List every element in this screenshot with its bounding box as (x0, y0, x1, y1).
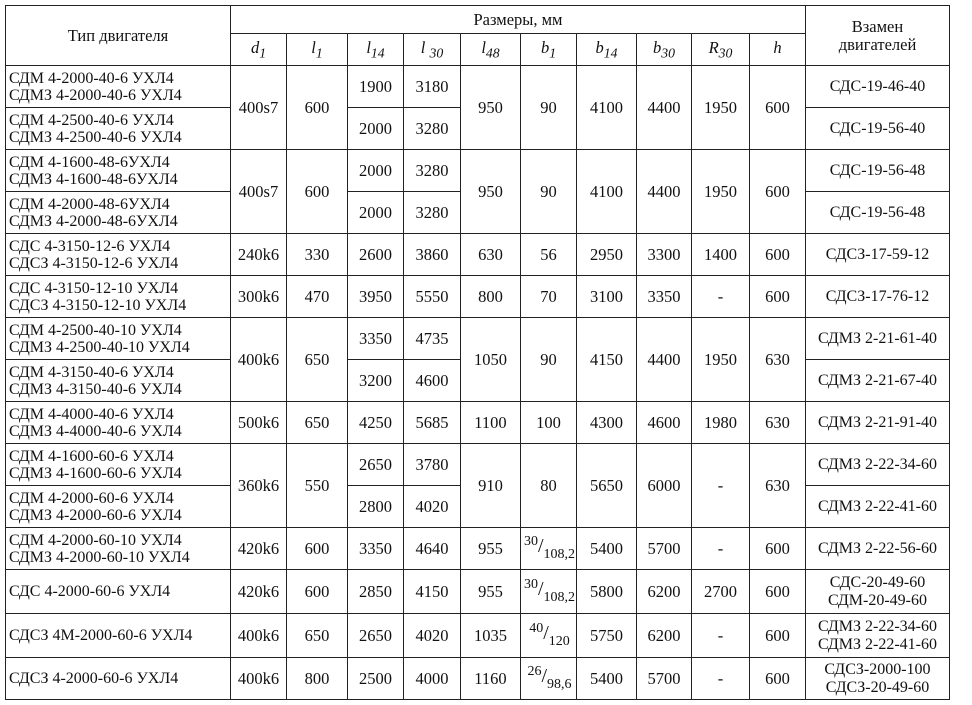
engine-type-cell (6, 402, 231, 444)
header-col (692, 34, 750, 66)
table-row (6, 614, 950, 658)
cell-d1: 420k6 (231, 570, 287, 614)
fraction-slash: / (537, 535, 544, 557)
header-col-subscript: 48 (485, 45, 500, 61)
replace-engine-line: СДМЗ 2-21-91-40 (817, 413, 937, 431)
cell-l48: 630 (461, 234, 521, 276)
cell-l48: 1050 (461, 318, 521, 402)
table-row (6, 276, 950, 318)
cell-l14: 2000 (348, 150, 404, 192)
cell-b30: 6200 (637, 570, 692, 614)
cell-d1: 500k6 (231, 402, 287, 444)
engine-type-line: СДСЗ 4-3150-12-10 УХЛ4 (9, 296, 187, 314)
header-col (348, 34, 404, 66)
b1-numerator: 40 (529, 621, 544, 636)
header-replace-line2: двигателей (838, 34, 917, 54)
replace-cell (806, 150, 950, 192)
table-row (6, 658, 950, 700)
cell-b1: 100 (521, 402, 577, 444)
fraction-slash: / (541, 665, 548, 687)
cell-d1: 240k6 (231, 234, 287, 276)
engine-type-line: СДМ 4-1600-48-6УХЛ4 (9, 153, 170, 171)
cell-l1: 600 (287, 150, 348, 234)
cell-d1: 400k6 (231, 614, 287, 658)
replace-cell (806, 402, 950, 444)
b1-denominator: 98,6 (547, 677, 572, 692)
engine-type-line: СДСЗ 4-3150-12-6 УХЛ4 (9, 254, 179, 272)
header-col-symbol: b (595, 37, 604, 57)
cell-b14: 5800 (577, 570, 637, 614)
engine-type-line: СДМЗ 4-1600-48-6УХЛ4 (9, 170, 178, 188)
engine-type-cell (6, 66, 231, 108)
engine-type-line: СДМЗ 4-4000-40-6 УХЛ4 (9, 422, 182, 440)
replace-engine-line: СДСЗ-17-76-12 (825, 287, 930, 305)
header-replace (806, 6, 950, 66)
engine-type-line: СДС 4-3150-12-10 УХЛ4 (9, 279, 179, 297)
cell-b30: 5700 (637, 528, 692, 570)
replace-engine-line: СДС-19-56-48 (829, 161, 926, 179)
cell-h: 600 (750, 528, 806, 570)
replace-cell (806, 108, 950, 150)
cell-h: 600 (750, 150, 806, 234)
replace-engine-line: СДСЗ-20-49-60 (825, 678, 930, 696)
replace-cell (806, 318, 950, 360)
engine-type-cell (6, 150, 231, 192)
header-col-symbol: b (653, 37, 662, 57)
cell-l14: 2000 (348, 108, 404, 150)
replace-cell (806, 192, 950, 234)
cell-r30: 1950 (692, 318, 750, 402)
engine-type-line: СДМ 4-2000-48-6УХЛ4 (9, 195, 170, 213)
engine-type-line: СДМ 4-2500-40-10 УХЛ4 (9, 321, 182, 339)
b1-numerator: 30 (523, 577, 538, 592)
cell-b1: 70 (521, 276, 577, 318)
cell-h: 600 (750, 234, 806, 276)
cell-b1 (521, 570, 577, 614)
cell-r30: 1950 (692, 66, 750, 150)
cell-b14: 5750 (577, 614, 637, 658)
engine-type-line: СДМЗ 4-2000-48-6УХЛ4 (9, 212, 178, 230)
engine-type-line: СДМЗ 4-2000-40-6 УХЛ4 (9, 86, 182, 104)
cell-l14: 2800 (348, 486, 404, 528)
cell-l30: 3280 (404, 150, 461, 192)
engine-type-cell (6, 360, 231, 402)
cell-l1: 650 (287, 614, 348, 658)
header-col-subscript: 30 (429, 45, 444, 61)
cell-l1: 600 (287, 570, 348, 614)
cell-b14: 5400 (577, 528, 637, 570)
header-col-symbol: R (708, 37, 719, 57)
replace-engine-line: СДМ-20-49-60 (828, 591, 927, 609)
engine-type-cell (6, 444, 231, 486)
cell-l48: 800 (461, 276, 521, 318)
cell-b14: 4300 (577, 402, 637, 444)
cell-l14: 2600 (348, 234, 404, 276)
header-col-symbol: h (773, 37, 782, 57)
header-col (637, 34, 692, 66)
cell-r30: 2700 (692, 570, 750, 614)
cell-b1: 90 (521, 66, 577, 150)
header-col-subscript: 30 (661, 45, 675, 61)
cell-h: 600 (750, 276, 806, 318)
table-row (6, 318, 950, 360)
cell-l30: 4000 (404, 658, 461, 700)
cell-b30: 4600 (637, 402, 692, 444)
replace-engine-line: СДМЗ 2-21-61-40 (817, 329, 937, 347)
cell-r30: - (692, 614, 750, 658)
replace-cell (806, 234, 950, 276)
cell-b30: 4400 (637, 150, 692, 234)
cell-l48: 955 (461, 570, 521, 614)
engine-type-cell (6, 192, 231, 234)
cell-b1: 90 (521, 150, 577, 234)
header-type: Тип двигателя (6, 6, 231, 66)
cell-b30: 3350 (637, 276, 692, 318)
cell-l14: 2000 (348, 192, 404, 234)
cell-b14: 4150 (577, 318, 637, 402)
engine-type-cell (6, 614, 231, 658)
cell-l1: 330 (287, 234, 348, 276)
cell-r30: - (692, 658, 750, 700)
cell-l30: 5685 (404, 402, 461, 444)
cell-l30: 4020 (404, 486, 461, 528)
engine-type-line: СДСЗ 4М-2000-60-6 УХЛ4 (9, 627, 193, 644)
b1-numerator: 26 (527, 664, 542, 679)
cell-l1: 550 (287, 444, 348, 528)
engine-type-line: СДМЗ 4-2500-40-6 УХЛ4 (9, 128, 182, 146)
cell-b14: 4100 (577, 150, 637, 234)
cell-l14: 2500 (348, 658, 404, 700)
cell-b30: 6200 (637, 614, 692, 658)
cell-b30: 4400 (637, 66, 692, 150)
cell-r30: 1950 (692, 150, 750, 234)
cell-h: 600 (750, 570, 806, 614)
cell-d1: 400s7 (231, 66, 287, 150)
cell-b14: 4100 (577, 66, 637, 150)
replace-cell (806, 658, 950, 700)
header-col (577, 34, 637, 66)
engine-type-cell (6, 318, 231, 360)
b1-fraction (529, 621, 570, 650)
header-col (231, 34, 287, 66)
cell-b1: 56 (521, 234, 577, 276)
cell-l14: 4250 (348, 402, 404, 444)
engine-type-cell (6, 276, 231, 318)
replace-engine-line: СДМЗ 2-22-41-60 (817, 497, 937, 515)
engine-type-cell (6, 528, 231, 570)
engine-type-line: СДМЗ 4-3150-40-6 УХЛ4 (9, 380, 182, 398)
cell-l14: 3950 (348, 276, 404, 318)
cell-l14: 2650 (348, 614, 404, 658)
table-row (6, 444, 950, 486)
dimensions-table (5, 5, 950, 700)
engine-type-line: СДС 4-2000-60-6 УХЛ4 (9, 583, 171, 600)
cell-l48: 910 (461, 444, 521, 528)
replace-engine-line: СДМЗ 2-22-34-60 (817, 617, 937, 635)
cell-l14: 2650 (348, 444, 404, 486)
cell-l30: 4735 (404, 318, 461, 360)
engine-type-line: СДМ 4-4000-40-6 УХЛ4 (9, 405, 174, 423)
cell-l30: 5550 (404, 276, 461, 318)
header-col-symbol: l (420, 37, 430, 57)
cell-l30: 4150 (404, 570, 461, 614)
cell-l48: 950 (461, 150, 521, 234)
table-row (6, 570, 950, 614)
cell-l14: 3350 (348, 528, 404, 570)
cell-b30: 4400 (637, 318, 692, 402)
cell-r30: - (692, 444, 750, 528)
cell-l48: 1035 (461, 614, 521, 658)
cell-l1: 650 (287, 318, 348, 402)
cell-l14: 3350 (348, 318, 404, 360)
cell-l48: 1160 (461, 658, 521, 700)
b1-denominator: 108,2 (543, 590, 576, 605)
cell-h: 630 (750, 444, 806, 528)
cell-d1: 300k6 (231, 276, 287, 318)
engine-type-line: СДМЗ 4-2000-60-10 УХЛ4 (9, 548, 190, 566)
header-col-symbol: l (311, 37, 316, 57)
engine-type-cell (6, 658, 231, 700)
replace-cell (806, 570, 950, 614)
replace-engine-line: СДС-19-56-48 (829, 203, 926, 221)
cell-b30: 6000 (637, 444, 692, 528)
cell-r30: - (692, 528, 750, 570)
replace-cell (806, 486, 950, 528)
cell-h: 600 (750, 658, 806, 700)
b1-fraction (524, 577, 575, 606)
cell-l30: 4600 (404, 360, 461, 402)
cell-l14: 3200 (348, 360, 404, 402)
cell-l30: 3780 (404, 444, 461, 486)
replace-engine-line: СДС-19-46-40 (829, 77, 926, 95)
cell-l1: 650 (287, 402, 348, 444)
cell-b30: 5700 (637, 658, 692, 700)
engine-type-line: СДМ 4-2500-40-6 УХЛ4 (9, 111, 174, 129)
cell-b1 (521, 658, 577, 700)
header-col-subscript: 14 (603, 45, 618, 61)
cell-b14: 3100 (577, 276, 637, 318)
b1-fraction (527, 664, 571, 693)
cell-b14: 5400 (577, 658, 637, 700)
replace-cell (806, 66, 950, 108)
engine-type-line: СДСЗ 4-2000-60-6 УХЛ4 (9, 670, 179, 687)
cell-h: 600 (750, 66, 806, 150)
cell-l1: 470 (287, 276, 348, 318)
cell-r30: 1400 (692, 234, 750, 276)
engine-type-line: СДМЗ 4-2500-40-10 УХЛ4 (9, 338, 190, 356)
replace-engine-line: СДСЗ-2000-100 (824, 660, 931, 678)
cell-l14: 2850 (348, 570, 404, 614)
cell-r30: 1980 (692, 402, 750, 444)
engine-type-line: СДМ 4-3150-40-6 УХЛ4 (9, 363, 174, 381)
cell-l14: 1900 (348, 66, 404, 108)
cell-l30: 4020 (404, 614, 461, 658)
header-col-symbol: d (250, 37, 260, 57)
table-row (6, 234, 950, 276)
fraction-slash: / (537, 578, 544, 600)
replace-cell (806, 444, 950, 486)
cell-d1: 360k6 (231, 444, 287, 528)
engine-type-cell (6, 486, 231, 528)
cell-l48: 955 (461, 528, 521, 570)
replace-cell (806, 528, 950, 570)
cell-l1: 600 (287, 66, 348, 150)
cell-l1: 600 (287, 528, 348, 570)
engine-type-line: СДМЗ 4-1600-60-6 УХЛ4 (9, 464, 182, 482)
table-row (6, 66, 950, 108)
fraction-slash: / (543, 622, 549, 644)
replace-cell (806, 614, 950, 658)
b1-denominator: 120 (548, 634, 570, 649)
b1-numerator: 30 (523, 534, 538, 549)
header-col-subscript: 1 (259, 45, 267, 61)
b1-denominator: 108,2 (543, 547, 576, 562)
header-col-symbol: b (540, 37, 550, 57)
cell-l30: 4640 (404, 528, 461, 570)
engine-type-line: СДМ 4-2000-40-6 УХЛ4 (9, 69, 174, 87)
replace-engine-line: СДМЗ 2-21-67-40 (817, 371, 937, 389)
cell-d1: 420k6 (231, 528, 287, 570)
cell-d1: 400k6 (231, 658, 287, 700)
header-replace-line1: Взамен (851, 16, 904, 36)
cell-l30: 3180 (404, 66, 461, 108)
cell-b1: 90 (521, 318, 577, 402)
cell-b1 (521, 614, 577, 658)
b1-fraction (524, 534, 575, 563)
replace-engine-line: СДСЗ-17-59-12 (825, 245, 930, 263)
engine-type-line: СДМЗ 4-2000-60-6 УХЛ4 (9, 506, 182, 524)
header-col-subscript: 30 (718, 45, 733, 61)
cell-b14: 2950 (577, 234, 637, 276)
cell-l48: 950 (461, 66, 521, 150)
cell-l48: 1100 (461, 402, 521, 444)
engine-type-line: СДМ 4-2000-60-6 УХЛ4 (9, 489, 174, 507)
cell-h: 600 (750, 614, 806, 658)
header-col (461, 34, 521, 66)
cell-r30: - (692, 276, 750, 318)
engine-type-cell (6, 570, 231, 614)
header-col-subscript: 14 (370, 45, 385, 61)
header-col-symbol: l (366, 37, 371, 57)
table-row (6, 528, 950, 570)
engine-type-cell (6, 234, 231, 276)
replace-cell (806, 360, 950, 402)
header-col (287, 34, 348, 66)
cell-h: 630 (750, 318, 806, 402)
header-sizes: Размеры, мм (231, 6, 806, 34)
replace-engine-line: СДМЗ 2-22-56-60 (817, 539, 937, 557)
header-col (404, 34, 461, 66)
header-col-symbol: l (481, 37, 486, 57)
replace-cell (806, 276, 950, 318)
cell-d1: 400k6 (231, 318, 287, 402)
cell-l30: 3860 (404, 234, 461, 276)
engine-type-cell (6, 108, 231, 150)
cell-h: 630 (750, 402, 806, 444)
engine-type-line: СДМ 4-2000-60-10 УХЛ4 (9, 531, 182, 549)
cell-b1 (521, 528, 577, 570)
engine-type-line: СДС 4-3150-12-6 УХЛ4 (9, 237, 171, 255)
replace-engine-line: СДС-19-56-40 (829, 119, 926, 137)
replace-engine-line: СДМЗ 2-22-41-60 (817, 635, 937, 653)
table-row (6, 402, 950, 444)
cell-d1: 400s7 (231, 150, 287, 234)
cell-b30: 3300 (637, 234, 692, 276)
header-col-subscript: 1 (549, 45, 557, 61)
engine-type-line: СДМ 4-1600-60-6 УХЛ4 (9, 447, 174, 465)
header-col-subscript: 1 (315, 45, 323, 61)
header-col (750, 34, 806, 66)
cell-l30: 3280 (404, 108, 461, 150)
table-row (6, 150, 950, 192)
cell-b1: 80 (521, 444, 577, 528)
replace-engine-line: СДС-20-49-60 (829, 573, 926, 591)
cell-l1: 800 (287, 658, 348, 700)
cell-l30: 3280 (404, 192, 461, 234)
cell-b14: 5650 (577, 444, 637, 528)
replace-engine-line: СДМЗ 2-22-34-60 (817, 455, 937, 473)
header-col (521, 34, 577, 66)
